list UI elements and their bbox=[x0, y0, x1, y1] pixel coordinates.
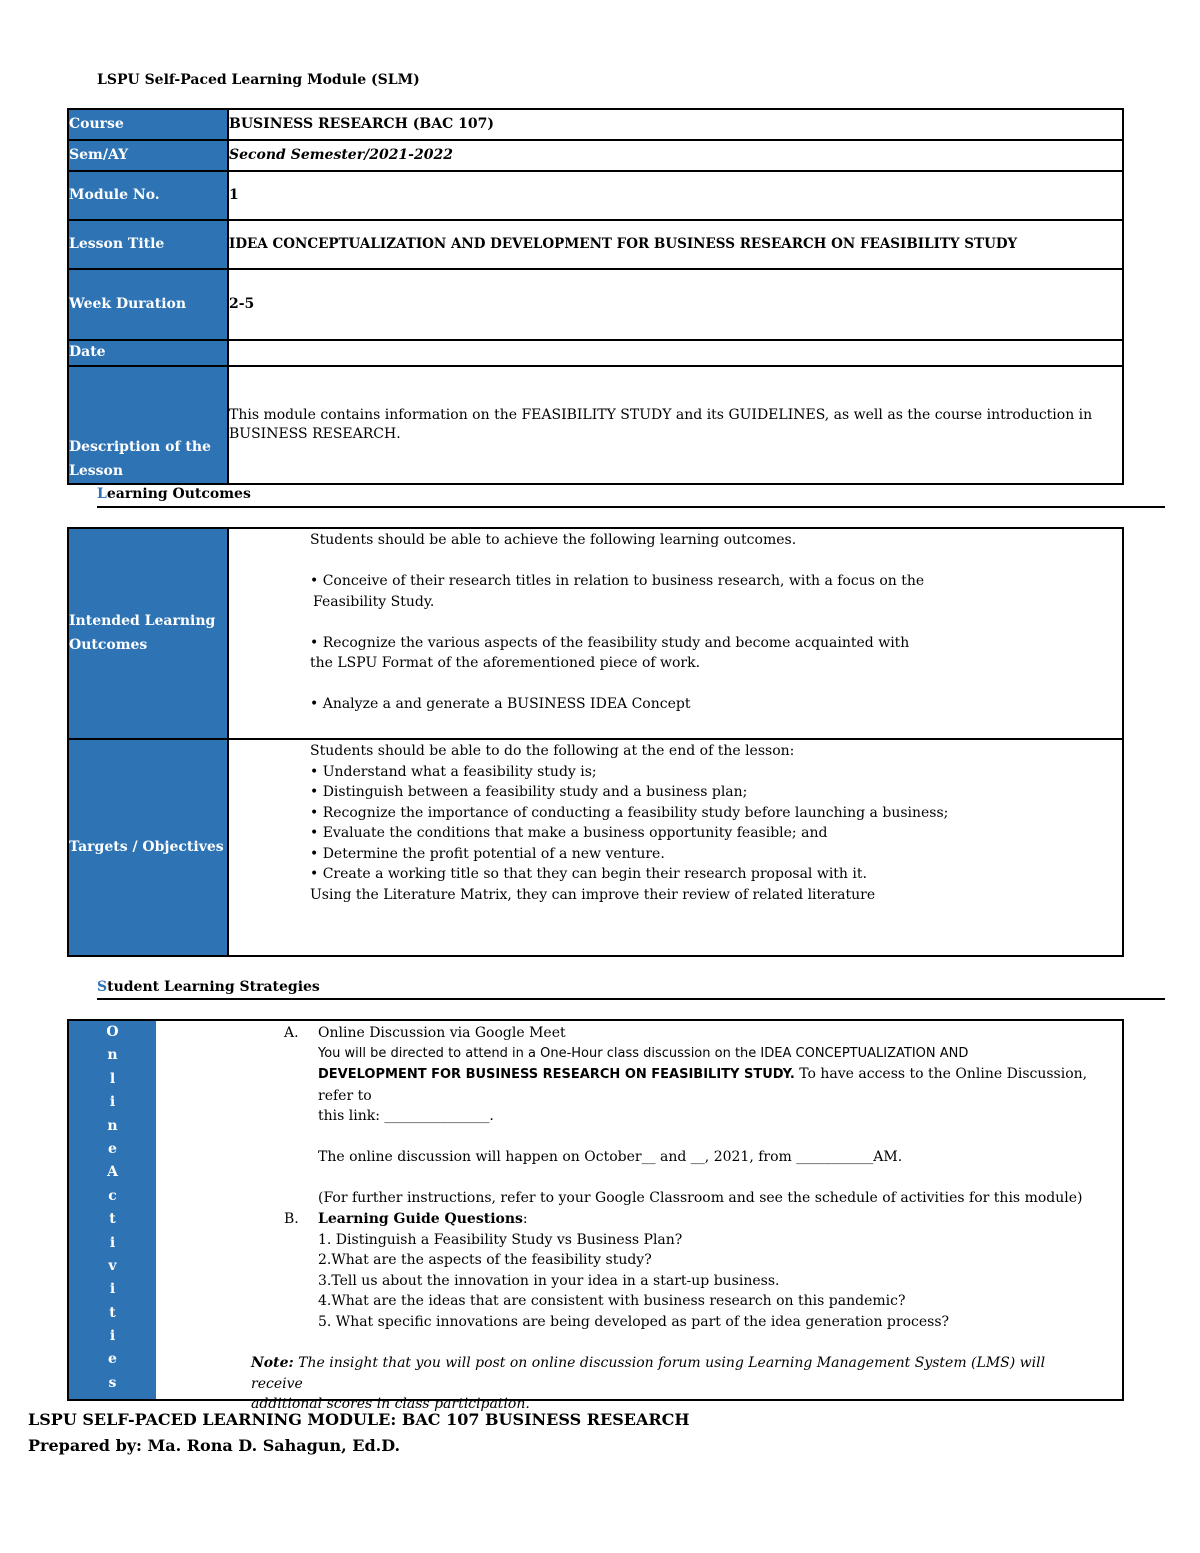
item-a-line1: You will be directed to attend in a One-Hour class discussion on the IDEA CONCEPTUALIZATION AND bbox=[318, 1045, 969, 1061]
sem-label: Sem/AY bbox=[68, 140, 228, 171]
learning-outcomes-table bbox=[67, 527, 1124, 957]
targets-item: • Understand what a feasibility study is; bbox=[310, 763, 597, 780]
item-a-letter: A. bbox=[284, 1025, 299, 1041]
footer-prepared-by: Prepared by: Ma. Rona D. Sahagun, Ed.D. bbox=[28, 1436, 401, 1455]
item-a-text bbox=[318, 1023, 1114, 1209]
targets-item: Using the Literature Matrix, they can improve their review of related literature bbox=[310, 886, 876, 903]
targets-row bbox=[68, 739, 1123, 956]
week-row bbox=[68, 269, 1123, 340]
week-value: 2-5 bbox=[228, 269, 1123, 340]
learning-outcomes-heading-initial: L bbox=[97, 486, 107, 502]
note-line2: additional scores in class participation. bbox=[251, 1396, 530, 1412]
item-b-letter: B. bbox=[284, 1211, 299, 1227]
targets-label: Targets / Objectives bbox=[68, 739, 228, 956]
strategies-rule bbox=[97, 998, 1165, 1000]
ilo-item-3: • Analyze a and generate a BUSINESS IDEA Concept bbox=[310, 696, 691, 712]
sem-row bbox=[68, 140, 1123, 171]
participation-note bbox=[251, 1353, 1072, 1415]
side-letter: i bbox=[109, 1328, 116, 1345]
module-label: Module No. bbox=[68, 171, 228, 220]
course-info-table bbox=[67, 108, 1124, 485]
item-a-title: Online Discussion via Google Meet bbox=[318, 1025, 566, 1041]
targets-item: • Distinguish between a feasibility study and a business plan; bbox=[310, 784, 748, 800]
course-label: Course bbox=[68, 109, 228, 140]
side-letter: t bbox=[109, 1304, 116, 1321]
side-letter: e bbox=[108, 1351, 117, 1368]
lesson-label: Lesson Title bbox=[68, 220, 228, 269]
side-letter: c bbox=[108, 1187, 117, 1204]
targets-item: • Evaluate the conditions that make a business opportunity feasible; and bbox=[310, 825, 828, 841]
item-a-line2-rest: To have access to the Online Discussion, refer to bbox=[318, 1066, 1088, 1104]
module-header-title: LSPU Self-Paced Learning Module (SLM) bbox=[97, 72, 420, 88]
side-letter: O bbox=[106, 1024, 119, 1040]
date-value bbox=[228, 340, 1123, 366]
guide-question: 2.What are the aspects of the feasibility study? bbox=[318, 1252, 652, 1268]
item-a-schedule: The online discussion will happen on October__ and __, 2021, from ___________AM. bbox=[318, 1149, 903, 1165]
side-letter: l bbox=[109, 1070, 116, 1087]
learning-outcomes-rule bbox=[97, 506, 1165, 508]
ilo-item-2: • Recognize the various aspects of the feasibility study and become acquainted with bbox=[310, 634, 910, 651]
description-label: Description of the Lesson bbox=[68, 366, 228, 484]
module-value: 1 bbox=[228, 171, 1123, 220]
item-a-line2 bbox=[318, 1064, 1114, 1106]
week-label: Week Duration bbox=[68, 269, 228, 340]
item-a-instructions: (For further instructions, refer to your Google Classroom and see the schedule of activities for this module) bbox=[318, 1190, 1083, 1206]
ilo-item-1-cont: Feasibility Study. bbox=[313, 593, 435, 610]
guide-question: 1. Distinguish a Feasibility Study vs Business Plan? bbox=[318, 1231, 683, 1248]
module-row bbox=[68, 171, 1123, 220]
item-b-title-line bbox=[318, 1209, 1114, 1230]
side-letter: n bbox=[107, 1117, 118, 1134]
item-b-colon: : bbox=[522, 1211, 528, 1227]
item-a-link: this link: _______________. bbox=[318, 1108, 494, 1124]
side-letter: i bbox=[109, 1094, 116, 1111]
side-letter: A bbox=[107, 1164, 118, 1181]
ilo-intro: Students should be able to achieve the following learning outcomes. bbox=[310, 532, 797, 548]
targets-item: • Create a working title so that they can begin their research proposal with it. bbox=[310, 866, 867, 882]
side-letter: i bbox=[109, 1234, 116, 1251]
course-value: BUSINESS RESEARCH (BAC 107) bbox=[228, 109, 1123, 140]
ilo-item-2-cont: the LSPU Format of the aforementioned piece of work. bbox=[310, 655, 701, 671]
date-row bbox=[68, 340, 1123, 366]
sem-value: Second Semester/2021-2022 bbox=[228, 140, 1123, 171]
lesson-value: IDEA CONCEPTUALIZATION AND DEVELOPMENT FOR BUSINESS RESEARCH ON FEASIBILITY STUDY bbox=[228, 220, 1123, 269]
strategies-heading-rest: tudent Learning Strategies bbox=[107, 979, 320, 995]
targets-intro: Students should be able to do the following at the end of the lesson: bbox=[310, 743, 795, 759]
item-b-text bbox=[318, 1209, 1114, 1332]
guide-question: 3.Tell us about the innovation in your idea in a start-up business. bbox=[318, 1272, 780, 1289]
side-letter: s bbox=[108, 1374, 117, 1391]
ilo-label: Intended Learning Outcomes bbox=[68, 528, 228, 739]
side-letter: n bbox=[107, 1047, 118, 1064]
ilo-row bbox=[68, 528, 1123, 739]
side-letter: t bbox=[109, 1211, 116, 1228]
side-letter: e bbox=[108, 1140, 117, 1157]
side-letter: i bbox=[109, 1281, 116, 1298]
note-label: Note: bbox=[251, 1355, 294, 1371]
guide-question: 5. What specific innovations are being developed as part of the idea generation process? bbox=[318, 1313, 950, 1330]
targets-item: • Determine the profit potential of a new venture. bbox=[310, 845, 665, 862]
description-value: This module contains information on the FEASIBILITY STUDY and its GUIDELINES, as well as the course introduction in BUSINESS RESEARCH. bbox=[228, 366, 1123, 484]
item-a-line2-bold: DEVELOPMENT FOR BUSINESS RESEARCH ON FEASIBILITY STUDY. bbox=[318, 1067, 795, 1082]
side-letter: v bbox=[108, 1257, 117, 1274]
date-label: Date bbox=[68, 340, 228, 366]
learning-outcomes-heading-rest: earning Outcomes bbox=[106, 486, 251, 502]
lesson-row bbox=[68, 220, 1123, 269]
strategies-heading-initial: S bbox=[97, 979, 108, 995]
ilo-item-1: • Conceive of their research titles in relation to business research, with a focus on the bbox=[310, 573, 925, 589]
footer-module-title: LSPU SELF-PACED LEARNING MODULE: BAC 107 BUSINESS RESEARCH bbox=[28, 1410, 690, 1429]
targets-item: • Recognize the importance of conducting a feasibility study before launching a business; bbox=[310, 804, 949, 821]
note-line1: The insight that you will post on online discussion forum using Learning Management System (LMS) will receive bbox=[251, 1355, 1046, 1392]
online-activities-label bbox=[69, 1021, 156, 1395]
ilo-cell bbox=[228, 528, 1123, 739]
course-row bbox=[68, 109, 1123, 140]
item-b-title: Learning Guide Questions bbox=[318, 1211, 523, 1227]
targets-cell bbox=[228, 739, 1123, 956]
description-row bbox=[68, 366, 1123, 484]
guide-question: 4.What are the ideas that are consistent with business research on this pandemic? bbox=[318, 1293, 906, 1309]
strategies-heading bbox=[97, 977, 320, 998]
strategies-box bbox=[67, 1019, 1124, 1412]
learning-outcomes-heading bbox=[97, 484, 251, 505]
